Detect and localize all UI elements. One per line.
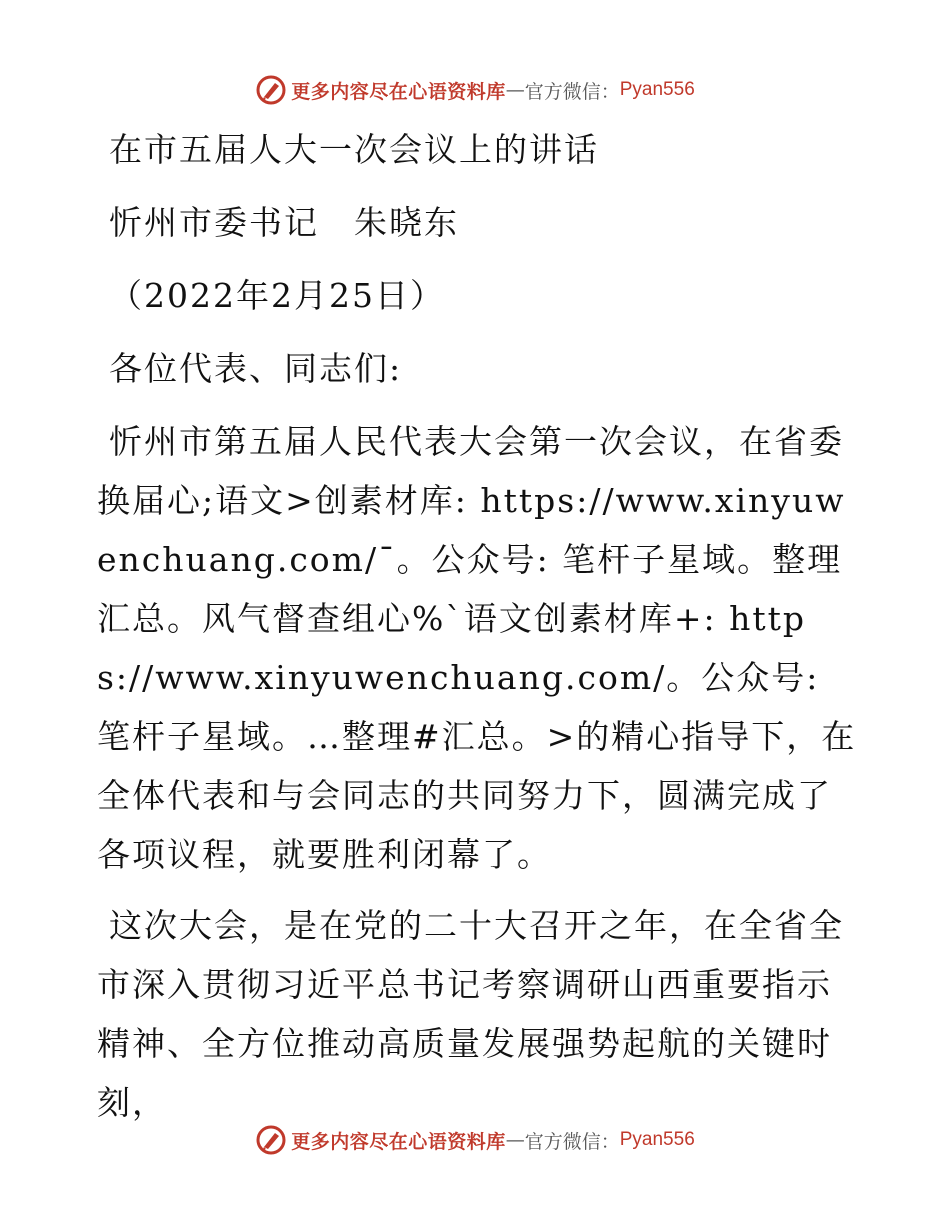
banner-wechat-id: Pyan556 (619, 79, 695, 100)
greeting: 各位代表、同志们: (109, 349, 403, 388)
pen-logo-icon (255, 1124, 287, 1156)
banner-separator: — (505, 1129, 525, 1151)
banner-wechat-id: Pyan556 (619, 1129, 695, 1150)
date-line: （2022年2月25日） (109, 276, 445, 315)
author-line: 忻州市委书记 朱晓东 (109, 203, 459, 242)
document-body (97, 120, 857, 1144)
speech-title: 在市五届人大一次会议上的讲话 (109, 130, 599, 169)
header-banner (0, 70, 950, 110)
banner-official-label: 官方微信： (524, 80, 620, 103)
footer-banner (0, 1120, 950, 1160)
banner-main-text: 更多内容尽在心语资料库 (291, 80, 506, 103)
banner-official-label: 官方微信： (524, 1130, 620, 1153)
banner-separator: — (505, 79, 525, 101)
banner-main-text: 更多内容尽在心语资料库 (291, 1130, 506, 1153)
paragraph-2: 这次大会，是在党的二十大召开之年，在全省全市深入贯彻习近平总书记考察调研山西重要指示精神、全方位推动高质量发展强势起航的关键时刻， (97, 906, 844, 1122)
pen-logo-icon (255, 74, 287, 106)
paragraph-1: 忻州市第五届人民代表大会第一次会议，在省委换届心;语文>创素材库: https://www.xinyuwenchuang.com/¯。公众号: 笔杆子星域。整理汇总。风气督查组心%`语文创素材库+: https://www.xinyuwenchuang.com/。公众号: 笔杆子星域。…整理#汇总。>的精心指导下，在全体代表和与会同志的共同努力下，圆满完成了各项议程，就要胜利闭幕了。 (97, 422, 857, 874)
